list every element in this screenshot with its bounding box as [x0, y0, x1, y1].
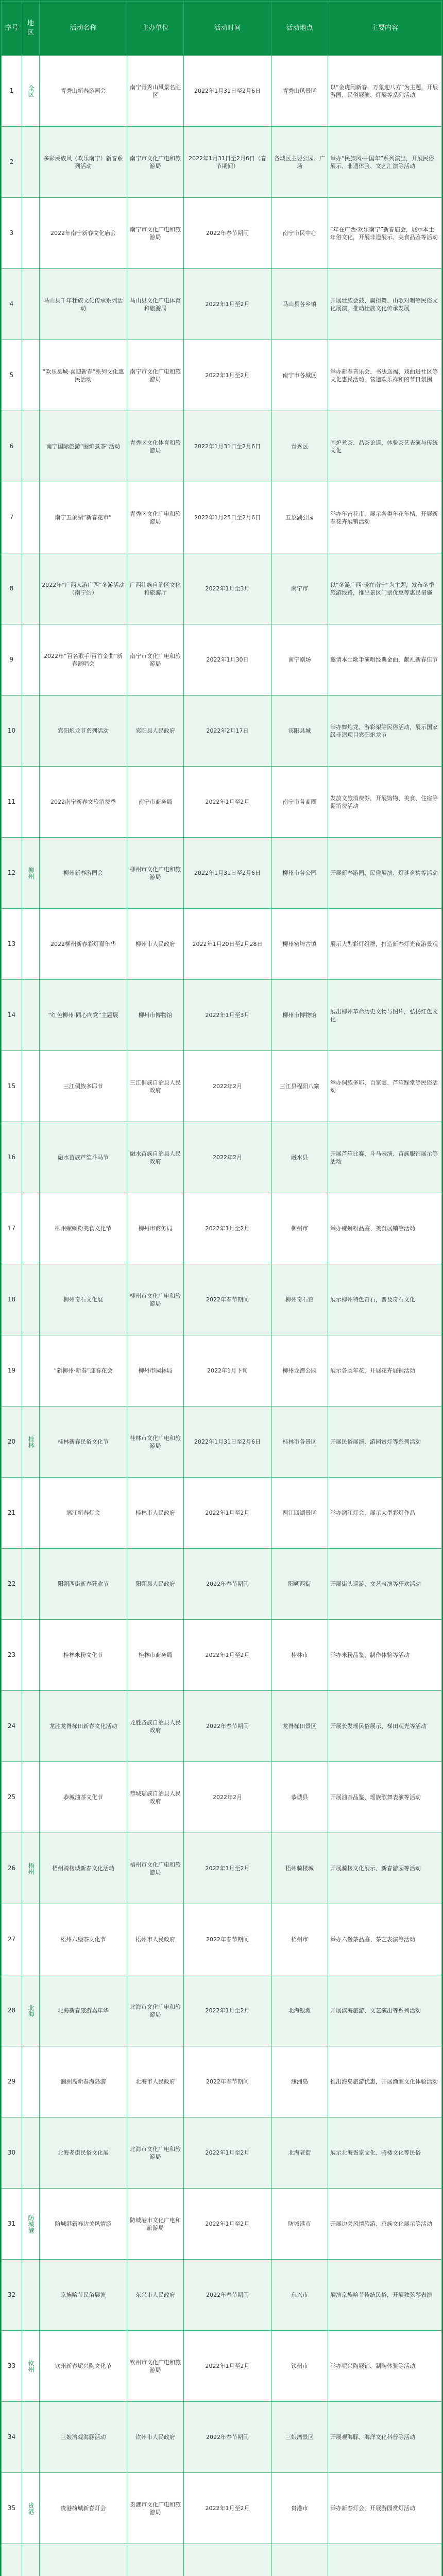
table-row	[2, 696, 442, 767]
cell-content: 邀请本土歌手演唱经典金曲，献礼新春佳节	[328, 624, 442, 696]
cell-region	[22, 2402, 40, 2473]
cell-org: 柳州市人民政府	[127, 909, 184, 980]
cell-content: “年在广西·欢乐南宁”新春庙会，展示本土年俗文化，开展非遗展示、美食品鉴等活动	[328, 198, 442, 269]
cell-name: 南宁国际旅游“围炉煮茶”活动	[40, 411, 127, 482]
header-time: 活动时间	[184, 2, 271, 56]
cell-name: 柳州新春游园会	[40, 838, 127, 909]
cell-name	[40, 2544, 127, 2576]
cell-region: 梧州	[22, 1833, 40, 1904]
table-row	[2, 1122, 442, 1193]
cell-org: 马山县文化广电体育和旅游局	[127, 269, 184, 340]
cell-time: 2022年1月20日至2月28日	[184, 909, 271, 980]
cell-index: 12	[2, 838, 22, 909]
cell-content: 展示柳州特色奇石，普及奇石文化	[328, 1264, 442, 1335]
table-body	[2, 56, 442, 2576]
table-row	[2, 2544, 442, 2576]
cell-index: 13	[2, 909, 22, 980]
cell-content: 举办米粉品鉴、制作体验等活动	[328, 1620, 442, 1691]
cell-region	[22, 1264, 40, 1335]
cell-time: 2022年春节期间	[184, 1549, 271, 1620]
table-row	[2, 1975, 442, 2046]
cell-name: 梧州六堡茶文化节	[40, 1904, 127, 1975]
cell-index: 24	[2, 1691, 22, 1762]
cell-place: 南宁市各商圈	[271, 767, 328, 838]
cell-index: 10	[2, 696, 22, 767]
cell-org: 东兴市人民政府	[127, 2260, 184, 2331]
cell-place: 阳朔西街	[271, 1549, 328, 1620]
cell-time: 2022年1月至2月	[184, 340, 271, 411]
cell-org: 青秀区文化体育和旅游局	[127, 411, 184, 482]
cell-index	[2, 2544, 22, 2576]
cell-place: 柳州市博物馆	[271, 980, 328, 1051]
cell-index: 17	[2, 1193, 22, 1264]
cell-time: 2022年春节期间	[184, 1691, 271, 1762]
cell-region	[22, 2260, 40, 2331]
cell-region	[22, 553, 40, 624]
table-row	[2, 553, 442, 624]
cell-org: 柳州市文化广电和旅游局	[127, 838, 184, 909]
cell-time: 2022年春节期间	[184, 2046, 271, 2117]
cell-time: 2022年1月30日	[184, 624, 271, 696]
cell-place: 南宁市	[271, 553, 328, 624]
cell-time: 2022年1月至2月	[184, 1620, 271, 1691]
cell-index: 3	[2, 198, 22, 269]
cell-index: 4	[2, 269, 22, 340]
cell-org: 南宁青秀山风景名胜区	[127, 56, 184, 127]
cell-content: 开展芦笙比赛、斗马表演、苗族服饰展示等活动	[328, 1122, 442, 1193]
cell-org: 钦州市人民政府	[127, 2402, 184, 2473]
cell-place: 柳州市	[271, 1193, 328, 1264]
table-row	[2, 767, 442, 838]
cell-index: 14	[2, 980, 22, 1051]
cell-org: 梧州市人民政府	[127, 1904, 184, 1975]
cell-place: 东兴市	[271, 2260, 328, 2331]
cell-region	[22, 1691, 40, 1762]
cell-org: 阳朔县人民政府	[127, 1549, 184, 1620]
table-row	[2, 1264, 442, 1335]
cell-index: 33	[2, 2331, 22, 2402]
cell-place: 各城区主要公园、广场	[271, 127, 328, 198]
cell-time: 2022年1月至2月	[184, 767, 271, 838]
cell-content: 举办侗族多耶、百家宴、芦笙踩堂等民俗活动	[328, 1051, 442, 1122]
table-row	[2, 1478, 442, 1549]
cell-region	[22, 2046, 40, 2117]
cell-region	[22, 1051, 40, 1122]
cell-time: 2022年2月	[184, 1051, 271, 1122]
cell-time: 2022年春节期间	[184, 2402, 271, 2473]
cell-org	[127, 2544, 184, 2576]
cell-name: 青秀山新春游园会	[40, 56, 127, 127]
cell-index: 11	[2, 767, 22, 838]
cell-time	[184, 2544, 271, 2576]
cell-region	[22, 127, 40, 198]
cell-org: 北海市文化广电和旅游局	[127, 2117, 184, 2189]
cell-place: 梧州骑楼城	[271, 1833, 328, 1904]
table-row	[2, 56, 442, 127]
cell-place: 南宁剧场	[271, 624, 328, 696]
table-row	[2, 2402, 442, 2473]
cell-place: 宾阳县城	[271, 696, 328, 767]
table-row	[2, 838, 442, 909]
cell-content: 举办螺蛳粉品鉴、美食展销等活动	[328, 1193, 442, 1264]
cell-region	[22, 340, 40, 411]
table-row	[2, 269, 442, 340]
cell-content: 以“冬游广西·暖在南宁”为主题，发布冬季旅游线路，推出景区门票优惠等惠民措施	[328, 553, 442, 624]
cell-name: 漓江新春灯会	[40, 1478, 127, 1549]
cell-time: 2022年1月至2月	[184, 269, 271, 340]
cell-region: 桂林	[22, 1406, 40, 1478]
cell-name: 北海老街民俗文化展	[40, 2117, 127, 2189]
cell-index: 35	[2, 2473, 22, 2544]
cell-content: 展示北海疍家文化、骑楼文化等民俗	[328, 2117, 442, 2189]
cell-content: 举办“民族风·中国年”系列演出，开展民俗展示、非遗体验、文艺汇演等活动	[328, 127, 442, 198]
cell-index: 6	[2, 411, 22, 482]
cell-region	[22, 624, 40, 696]
cell-place: 北海老街	[271, 2117, 328, 2189]
cell-time: 2022年春节期间	[184, 2260, 271, 2331]
table-row	[2, 980, 442, 1051]
cell-time: 2022年1月31日至2月6日（春节期间）	[184, 127, 271, 198]
table-row	[2, 1051, 442, 1122]
cell-name: 南宁五象湖“新春花市”	[40, 482, 127, 553]
table-row	[2, 2189, 442, 2260]
cell-org: 南宁市文化广电和旅游局	[127, 198, 184, 269]
cell-content: 开展壮族会鼓、扁担舞、山歌对唱等民俗文化展演，推动壮族文化传承发展	[328, 269, 442, 340]
cell-name: 三江侗族多耶节	[40, 1051, 127, 1122]
cell-place: 柳州龙潭公园	[271, 1335, 328, 1406]
cell-content: 举办漓江灯会，展示大型彩灯作品	[328, 1478, 442, 1549]
cell-time: 2022年2月17日	[184, 696, 271, 767]
cell-name: 多彩民族风（欢乐南宁）新春系列活动	[40, 127, 127, 198]
cell-org: 桂林市商务局	[127, 1620, 184, 1691]
cell-org: 北海市人民政府	[127, 2046, 184, 2117]
cell-name: 钦州新春坭兴陶文化节	[40, 2331, 127, 2402]
cell-index: 9	[2, 624, 22, 696]
cell-time: 2022年春节期间	[184, 1904, 271, 1975]
cell-name: 桂林米粉文化节	[40, 1620, 127, 1691]
cell-index: 30	[2, 2117, 22, 2189]
cell-content: 开展长发瑶民俗展示、梯田观光等活动	[328, 1691, 442, 1762]
cell-place: 龙脊梯田景区	[271, 1691, 328, 1762]
cell-content: 发放文旅消费券，开展购物、美食、住宿等促消费活动	[328, 767, 442, 838]
cell-org: 青秀区文化广电和旅游局	[127, 482, 184, 553]
cell-index: 28	[2, 1975, 22, 2046]
cell-place: 青秀区	[271, 411, 328, 482]
cell-index: 5	[2, 340, 22, 411]
table-row	[2, 1762, 442, 1833]
cell-region	[22, 767, 40, 838]
cell-org: 北海市文化广电和旅游局	[127, 1975, 184, 2046]
cell-content: 开展骑楼文化展示、新春游园等活动	[328, 1833, 442, 1904]
cell-index: 18	[2, 1264, 22, 1335]
cell-place: 五象湖公园	[271, 482, 328, 553]
cell-place: 柳州奇石馆	[271, 1264, 328, 1335]
cell-name: 2022年“广西人游广西”冬游活动（南宁站）	[40, 553, 127, 624]
cell-time: 2022年1月至2月	[184, 2117, 271, 2189]
header-index: 序号	[2, 2, 22, 56]
cell-index: 25	[2, 1762, 22, 1833]
cell-place: 钦州市	[271, 2331, 328, 2402]
table-row	[2, 1904, 442, 1975]
cell-index: 26	[2, 1833, 22, 1904]
table-row	[2, 1549, 442, 1620]
cell-name: 柳州奇石文化展	[40, 1264, 127, 1335]
cell-region: 钦州	[22, 2331, 40, 2402]
cell-index: 21	[2, 1478, 22, 1549]
table-row	[2, 198, 442, 269]
cell-content: 展示大型彩灯组群，打造新春灯光夜游景观	[328, 909, 442, 980]
cell-content: 以“金虎闹新春，万象迎八方”为主题，开展游园、民俗展演、灯展等系列活动	[328, 56, 442, 127]
cell-content: 举办坭兴陶展销、制陶体验等活动	[328, 2331, 442, 2402]
cell-time: 2022年1月31日至2月6日	[184, 411, 271, 482]
cell-index: 1	[2, 56, 22, 127]
cell-org: 恭城瑶族自治县人民政府	[127, 1762, 184, 1833]
cell-region	[22, 411, 40, 482]
cell-place	[271, 2544, 328, 2576]
cell-org: 桂林市文化广电和旅游局	[127, 1406, 184, 1478]
cell-content: 举办年宵花市，展示各类年花年桔，开展新春花卉展销活动	[328, 482, 442, 553]
cell-time: 2022年1月至2月	[184, 1833, 271, 1904]
cell-index: 27	[2, 1904, 22, 1975]
cell-region	[22, 482, 40, 553]
cell-index: 32	[2, 2260, 22, 2331]
table-row	[2, 411, 442, 482]
cell-place: 贵港市	[271, 2473, 328, 2544]
cell-name: 龙胜龙脊梯田新春文化活动	[40, 1691, 127, 1762]
cell-org: 钦州市文化广电和旅游局	[127, 2331, 184, 2402]
table-row	[2, 2117, 442, 2189]
cell-region: 贵港	[22, 2473, 40, 2544]
cell-content: 推出海岛旅游优惠，开展渔家文化体验活动	[328, 2046, 442, 2117]
cell-region	[22, 269, 40, 340]
cell-org: 柳州市商务局	[127, 1193, 184, 1264]
cell-region	[22, 1478, 40, 1549]
table-row	[2, 1193, 442, 1264]
table-row	[2, 2260, 442, 2331]
cell-org: 宾阳县人民政府	[127, 696, 184, 767]
cell-place: 防城港市	[271, 2189, 328, 2260]
cell-name: 2022年南宁新春文化庙会	[40, 198, 127, 269]
cell-time: 2022年2月	[184, 1762, 271, 1833]
cell-name: 柳州螺蛳粉美食文化节	[40, 1193, 127, 1264]
cell-index: 20	[2, 1406, 22, 1478]
cell-place: 融水县	[271, 1122, 328, 1193]
cell-region	[22, 2117, 40, 2189]
cell-place: 涠洲岛	[271, 2046, 328, 2117]
cell-place: 青秀山风景区	[271, 56, 328, 127]
cell-content: 举办新春灯会，开展游园赏灯活动	[328, 2473, 442, 2544]
table-row	[2, 2046, 442, 2117]
table-row	[2, 1335, 442, 1406]
cell-region	[22, 980, 40, 1051]
cell-time: 2022年1月31日至2月6日	[184, 1406, 271, 1478]
cell-region	[22, 1122, 40, 1193]
cell-region	[22, 909, 40, 980]
cell-name: “新柳州·新春”迎春花会	[40, 1335, 127, 1406]
cell-name: 梧州骑楼城新春文化活动	[40, 1833, 127, 1904]
cell-name: 涠洲岛新春海岛游	[40, 2046, 127, 2117]
table-row	[2, 1833, 442, 1904]
cell-org: 南宁市文化广电和旅游局	[127, 340, 184, 411]
cell-content: 举办六堡茶品鉴、茶艺表演等活动	[328, 1904, 442, 1975]
cell-region	[22, 1762, 40, 1833]
cell-region: 北海	[22, 1975, 40, 2046]
cell-time: 2022年春节期间	[184, 1264, 271, 1335]
events-table	[1, 1, 442, 2576]
cell-time: 2022年1月至2月	[184, 1975, 271, 2046]
cell-time: 2022年1月25日至2月6日	[184, 482, 271, 553]
cell-org: 柳州市园林局	[127, 1335, 184, 1406]
cell-time: 2022年1月至2月	[184, 2473, 271, 2544]
cell-index: 31	[2, 2189, 22, 2260]
cell-place: 柳州窑埠古镇	[271, 909, 328, 980]
cell-time: 2022年1月至2月	[184, 2331, 271, 2402]
cell-name: 桂林新春民俗文化节	[40, 1406, 127, 1478]
cell-name: 北海新春旅游嘉年华	[40, 1975, 127, 2046]
cell-org: 南宁市文化广电和旅游局	[127, 127, 184, 198]
cell-org: 南宁市文化广电和旅游局	[127, 624, 184, 696]
cell-place: 马山县各乡镇	[271, 269, 328, 340]
cell-org: 柳州市博物馆	[127, 980, 184, 1051]
header-place: 活动地点	[271, 2, 328, 56]
cell-org: 南宁市商务局	[127, 767, 184, 838]
cell-time: 2022年1月下旬	[184, 1335, 271, 1406]
cell-region	[22, 1335, 40, 1406]
cell-region: 防城港	[22, 2189, 40, 2260]
cell-index: 15	[2, 1051, 22, 1122]
cell-time: 2022年1月至2月	[184, 1478, 271, 1549]
cell-place: 南宁市民中心	[271, 198, 328, 269]
cell-place: 南宁市各城区	[271, 340, 328, 411]
header-content: 主要内容	[328, 2, 442, 56]
cell-region	[22, 1549, 40, 1620]
cell-place: 北海银滩	[271, 1975, 328, 2046]
table-row	[2, 624, 442, 696]
table-row	[2, 482, 442, 553]
cell-name: 2022柳州新春彩灯嘉年华	[40, 909, 127, 980]
cell-index: 2	[2, 127, 22, 198]
cell-name: 恭城油茶文化节	[40, 1762, 127, 1833]
cell-org: 龙胜各族自治县人民政府	[127, 1691, 184, 1762]
cell-name: “红色柳州·同心向党”主题展	[40, 980, 127, 1051]
cell-name: 京族哈节民俗展演	[40, 2260, 127, 2331]
cell-index: 19	[2, 1335, 22, 1406]
cell-region	[22, 1620, 40, 1691]
cell-content: 举办舞炮龙、游彩架等民俗活动，展示国家级非遗项目宾阳炮龙节	[328, 696, 442, 767]
cell-region	[22, 696, 40, 767]
cell-content: 展出柳州革命历史文物与图片，弘扬红色文化	[328, 980, 442, 1051]
cell-place: 桂林市	[271, 1620, 328, 1691]
table-row	[2, 340, 442, 411]
cell-content: 开展滨海旅游、文艺演出等系列活动	[328, 1975, 442, 2046]
cell-name: 马山县千年壮族文化传承系列活动	[40, 269, 127, 340]
cell-index: 34	[2, 2402, 22, 2473]
cell-name: 2022南宁新春文旅消费季	[40, 767, 127, 838]
cell-org: 广西壮族自治区文化和旅游厅	[127, 553, 184, 624]
cell-time: 2022年1月至3月	[184, 980, 271, 1051]
table-row	[2, 1620, 442, 1691]
cell-place: 两江四湖景区	[271, 1478, 328, 1549]
table-row	[2, 1406, 442, 1478]
cell-content	[328, 2544, 442, 2576]
cell-org: 桂林市人民政府	[127, 1478, 184, 1549]
cell-index: 23	[2, 1620, 22, 1691]
cell-place: 柳州市各公园	[271, 838, 328, 909]
cell-time: 2022年1月至3月	[184, 553, 271, 624]
cell-region	[22, 1193, 40, 1264]
cell-name: 阳朔西街新春狂欢节	[40, 1549, 127, 1620]
cell-place: 梧州市	[271, 1904, 328, 1975]
cell-org: 融水苗族自治县人民政府	[127, 1122, 184, 1193]
header-name: 活动名称	[40, 2, 127, 56]
cell-content: 开展民俗展演、游园赏灯等系列活动	[328, 1406, 442, 1478]
table-row	[2, 1691, 442, 1762]
cell-org: 贵港市文化广电和旅游局	[127, 2473, 184, 2544]
table-row	[2, 2331, 442, 2402]
cell-org: 防城港市文化广电和旅游局	[127, 2189, 184, 2260]
cell-time: 2022年1月至2月	[184, 2189, 271, 2260]
cell-index: 22	[2, 1549, 22, 1620]
cell-content: 展演京族哈节传统民俗，开展独弦琴表演	[328, 2260, 442, 2331]
table-header-row	[2, 2, 442, 56]
cell-time: 2022年1月31日至2月6日	[184, 56, 271, 127]
cell-content: 开展观海豚、海洋文化科普等活动	[328, 2402, 442, 2473]
cell-org: 柳州市文化广电和旅游局	[127, 1264, 184, 1335]
cell-place: 桂林市各景区	[271, 1406, 328, 1478]
cell-name: 宾阳炮龙节系列活动	[40, 696, 127, 767]
cell-time: 2022年1月31日至2月6日	[184, 838, 271, 909]
cell-place: 恭城县	[271, 1762, 328, 1833]
cell-place: 三江县程阳八寨	[271, 1051, 328, 1122]
cell-region	[22, 2544, 40, 2576]
cell-content: 开展新春游园、民俗展演、灯谜竞猜等活动	[328, 838, 442, 909]
cell-name: 融水苗族芦笙斗马节	[40, 1122, 127, 1193]
cell-index: 7	[2, 482, 22, 553]
cell-name: 2022年“百名歌手·百首金曲”新春演唱会	[40, 624, 127, 696]
cell-index: 8	[2, 553, 22, 624]
cell-content: 开展街头巡游、文艺表演等狂欢活动	[328, 1549, 442, 1620]
cell-index: 29	[2, 2046, 22, 2117]
cell-name: “欢乐邕城·喜迎新春”系列文化惠民活动	[40, 340, 127, 411]
cell-region	[22, 198, 40, 269]
cell-time: 2022年2月	[184, 1122, 271, 1193]
cell-org: 三江侗族自治县人民政府	[127, 1051, 184, 1122]
cell-content: 围炉煮茶、品茶论道，体验茶艺表演与传统文化	[328, 411, 442, 482]
cell-content: 开展油茶品鉴、瑶族歌舞表演等活动	[328, 1762, 442, 1833]
table-row	[2, 2473, 442, 2544]
cell-region	[22, 1904, 40, 1975]
cell-org: 梧州市文化广电和旅游局	[127, 1833, 184, 1904]
cell-name: 三娘湾观海豚活动	[40, 2402, 127, 2473]
cell-content: 展示各类年花，开展花卉展销活动	[328, 1335, 442, 1406]
cell-name: 防城港新春边关风情游	[40, 2189, 127, 2260]
cell-region: 柳州	[22, 838, 40, 909]
cell-name: 贵港荷城新春灯会	[40, 2473, 127, 2544]
cell-region: 全区	[22, 56, 40, 127]
cell-index: 16	[2, 1122, 22, 1193]
table-row	[2, 909, 442, 980]
header-region: 地区	[22, 2, 40, 56]
header-org: 主办单位	[127, 2, 184, 56]
cell-content: 举办新春音乐会、书法送福、戏曲进社区等文化惠民活动，营造欢乐祥和的节日氛围	[328, 340, 442, 411]
cell-time: 2022年1月至2月	[184, 1193, 271, 1264]
cell-place: 三娘湾景区	[271, 2402, 328, 2473]
cell-content: 开展边关风情旅游、京族文化展示等活动	[328, 2189, 442, 2260]
cell-time: 2022年春节期间	[184, 198, 271, 269]
table-row	[2, 127, 442, 198]
